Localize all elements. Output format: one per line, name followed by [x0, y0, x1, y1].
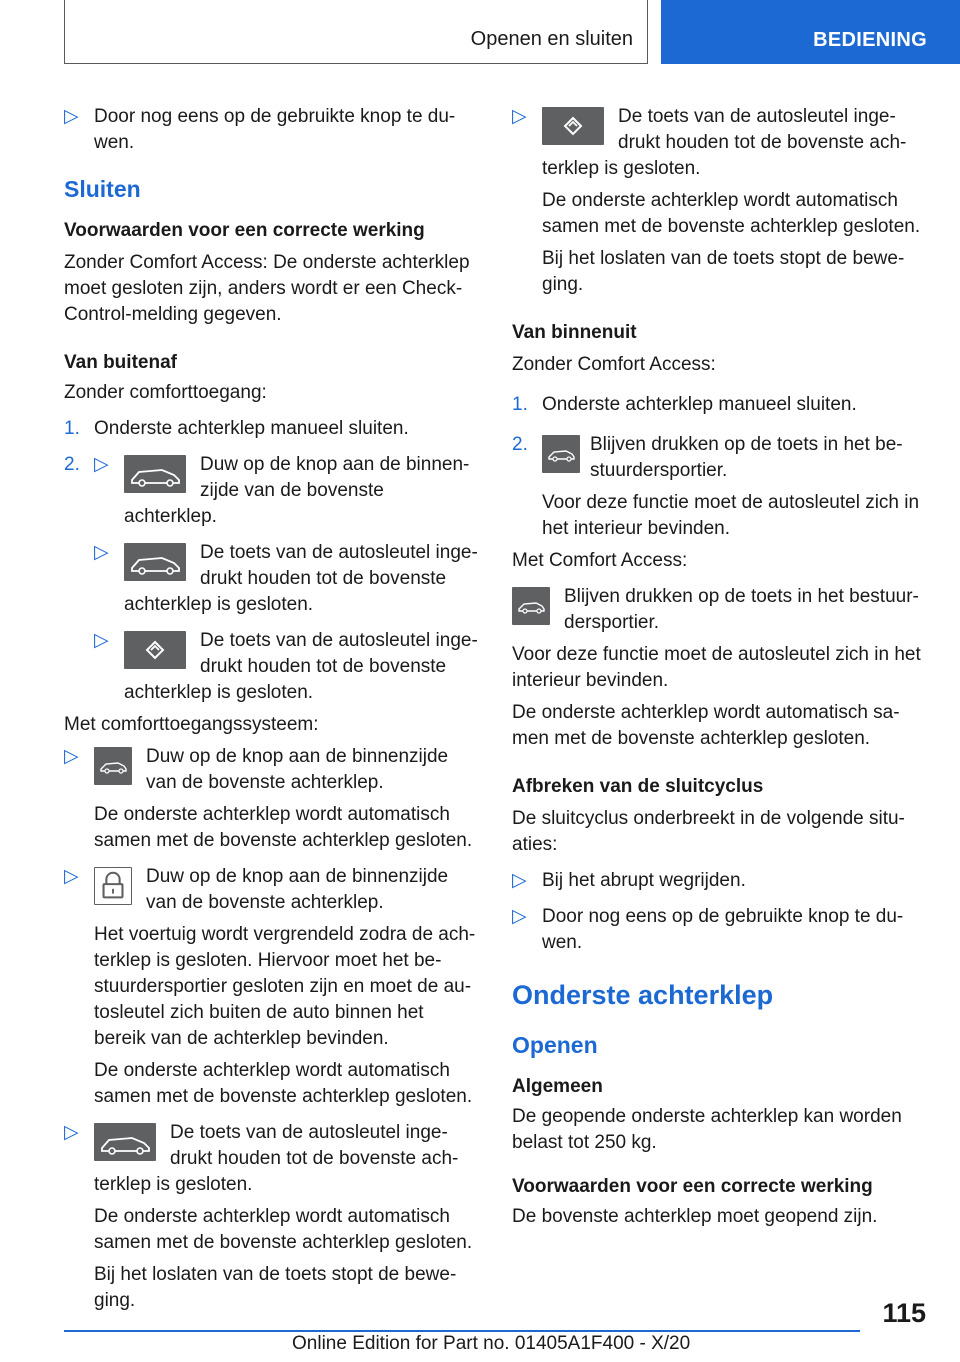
list-item-text: Duw op de knop aan de binnen‐ zijde van de bovenste achterklep. [124, 454, 470, 527]
triangle-bullet-icon: ▷ [512, 906, 527, 927]
paragraph: Voor deze functie moet de autosleutel zich in het interieur bevinden. [512, 644, 921, 691]
heading-algemeen: Algemeen [512, 1076, 603, 1097]
list-item-text: De toets van de autosleutel inge‐ drukt houden tot de bovenste ach‐ terklep is gesloten. [94, 1122, 459, 1195]
step-number: 2. [512, 434, 528, 455]
page-number: 115 [882, 1298, 926, 1328]
footer-divider [64, 1330, 860, 1332]
car-tailgate-icon [94, 1123, 156, 1161]
triangle-bullet-icon: ▷ [64, 1122, 79, 1143]
footer-edition: Online Edition for Part no. 01405A1F400 - X/20 [292, 1333, 691, 1354]
paragraph: Het voertuig wordt vergrendeld zodra de ach‐ terklep is gesloten. Hiervoor moet het be‐ stuurdersportier gesloten zijn en moet de au‐ tosleutel zich buiten de auto binnen het bereik van de achterklep bevinden. [94, 924, 476, 1049]
header-chapter-title: BEDIENING [813, 29, 927, 51]
left-column [64, 104, 478, 1314]
triangle-bullet-icon: ▷ [64, 106, 79, 127]
step-number: 1. [512, 394, 528, 415]
triangle-bullet-icon: ▷ [94, 454, 109, 475]
header-chapter [661, 0, 960, 64]
list-item [94, 452, 478, 530]
paragraph: De onderste achterklep wordt automatisch samen met de bovenste achterklep gesloten. [542, 190, 921, 237]
step-text: Onderste achterklep manueel sluiten. [542, 394, 857, 415]
paragraph: Voor deze functie moet de autosleutel zich in het interieur bevinden. [542, 492, 920, 539]
list-item-text: De toets van de autosleutel inge‐ drukt houden tot de bovenste ach‐ terklep is gesloten. [542, 106, 907, 179]
list-item-text: Door nog eens op de gebruikte knop te du‐ wen. [542, 906, 904, 953]
list-item [64, 864, 478, 1110]
lock-icon [94, 867, 132, 905]
triangle-bullet-icon: ▷ [512, 106, 527, 127]
paragraph: Blijven drukken op de toets in het bestuur‐ dersportier. [564, 586, 919, 633]
header-section-title: Openen en sluiten [470, 28, 633, 50]
paragraph: Zonder Comfort Access: De onderste achterklep moet gesloten zijn, anders wordt er een Check- Control-melding gegeven. [64, 252, 470, 325]
paragraph: De bovenste achterklep moet geopend zijn. [512, 1206, 878, 1227]
heading-buitenaf: Van buitenaf [64, 352, 177, 373]
header-section [64, 0, 648, 64]
heading-voorwaarden: Voorwaarden voor een correcte werking [512, 1176, 873, 1197]
car-tailgate-icon [124, 543, 186, 581]
list-item-text: De toets van de autosleutel inge‐ drukt houden tot de bovenste achterklep is gesloten. [124, 630, 478, 703]
list-item [512, 104, 928, 298]
triangle-bullet-icon: ▷ [94, 630, 109, 651]
paragraph: Bij het loslaten van de toets stopt de bewe‐ ging. [542, 248, 905, 295]
paragraph: De onderste achterklep wordt automatisch sa‐ men met de bovenste achterklep gesloten. [512, 702, 900, 749]
paragraph: Zonder Comfort Access: [512, 354, 716, 375]
step-2 [64, 452, 478, 706]
list-item [64, 104, 478, 156]
list-item [64, 744, 478, 854]
triangle-bullet-icon: ▷ [94, 542, 109, 563]
car-small-icon [512, 587, 550, 625]
car-tailgate-icon [124, 455, 186, 493]
list-item [512, 904, 928, 956]
car-small-icon [542, 435, 580, 473]
list-item-text: Door nog eens op de gebruikte knop te du‐ wen. [94, 106, 456, 153]
list-item [512, 868, 928, 894]
triangle-bullet-icon: ▷ [64, 866, 79, 887]
list-item-text: Duw op de knop aan de binnenzijde van de bovenste achterklep. [146, 746, 449, 793]
heading-afbreken: Afbreken van de sluitcyclus [512, 776, 764, 797]
list-item-text: Duw op de knop aan de binnenzijde van de bovenste achterklep. [146, 866, 449, 913]
key-tailgate-icon [542, 107, 604, 145]
right-column [512, 104, 928, 1230]
heading-openen: Openen [512, 1032, 598, 1058]
heading-voorwaarden: Voorwaarden voor een correcte werking [64, 220, 425, 241]
heading-binnenuit: Van binnenuit [512, 322, 637, 343]
triangle-bullet-icon: ▷ [512, 870, 527, 891]
step-1 [64, 416, 478, 442]
heading-sluiten: Sluiten [64, 176, 141, 202]
key-tailgate-icon [124, 631, 186, 669]
step-number: 2. [64, 454, 80, 475]
step-number: 1. [64, 418, 80, 439]
list-item [64, 1120, 478, 1314]
step-2 [512, 432, 928, 542]
paragraph: Met comforttoegangssysteem: [64, 714, 319, 735]
heading-onderste-achterklep: Onderste achterklep [512, 980, 774, 1010]
paragraph: De geopende onderste achterklep kan worden belast tot 250 kg. [512, 1106, 902, 1153]
list-item-text: De toets van de autosleutel inge‐ drukt houden tot de bovenste achterklep is gesloten. [124, 542, 478, 615]
paragraph: Zonder comforttoegang: [64, 382, 267, 403]
step-text: Onderste achterklep manueel sluiten. [94, 418, 409, 439]
paragraph: Met Comfort Access: [512, 550, 688, 571]
step-text: Blijven drukken op de toets in het be‐ stuurdersportier. [590, 434, 903, 481]
paragraph: Bij het loslaten van de toets stopt de bewe‐ ging. [94, 1264, 457, 1311]
paragraph: De onderste achterklep wordt automatisch samen met de bovenste achterklep gesloten. [94, 804, 473, 851]
list-item [94, 628, 478, 706]
list-item [94, 540, 478, 618]
step-1 [512, 392, 928, 418]
paragraph: De onderste achterklep wordt automatisch samen met de bovenste achterklep gesloten. [94, 1206, 473, 1253]
car-small-icon [94, 747, 132, 785]
triangle-bullet-icon: ▷ [64, 746, 79, 767]
paragraph: De onderste achterklep wordt automatisch samen met de bovenste achterklep gesloten. [94, 1060, 473, 1107]
met-comfort-block [512, 584, 928, 636]
list-item-text: Bij het abrupt wegrijden. [542, 870, 746, 891]
paragraph: De sluitcyclus onderbreekt in de volgende situ‐ aties: [512, 808, 905, 855]
